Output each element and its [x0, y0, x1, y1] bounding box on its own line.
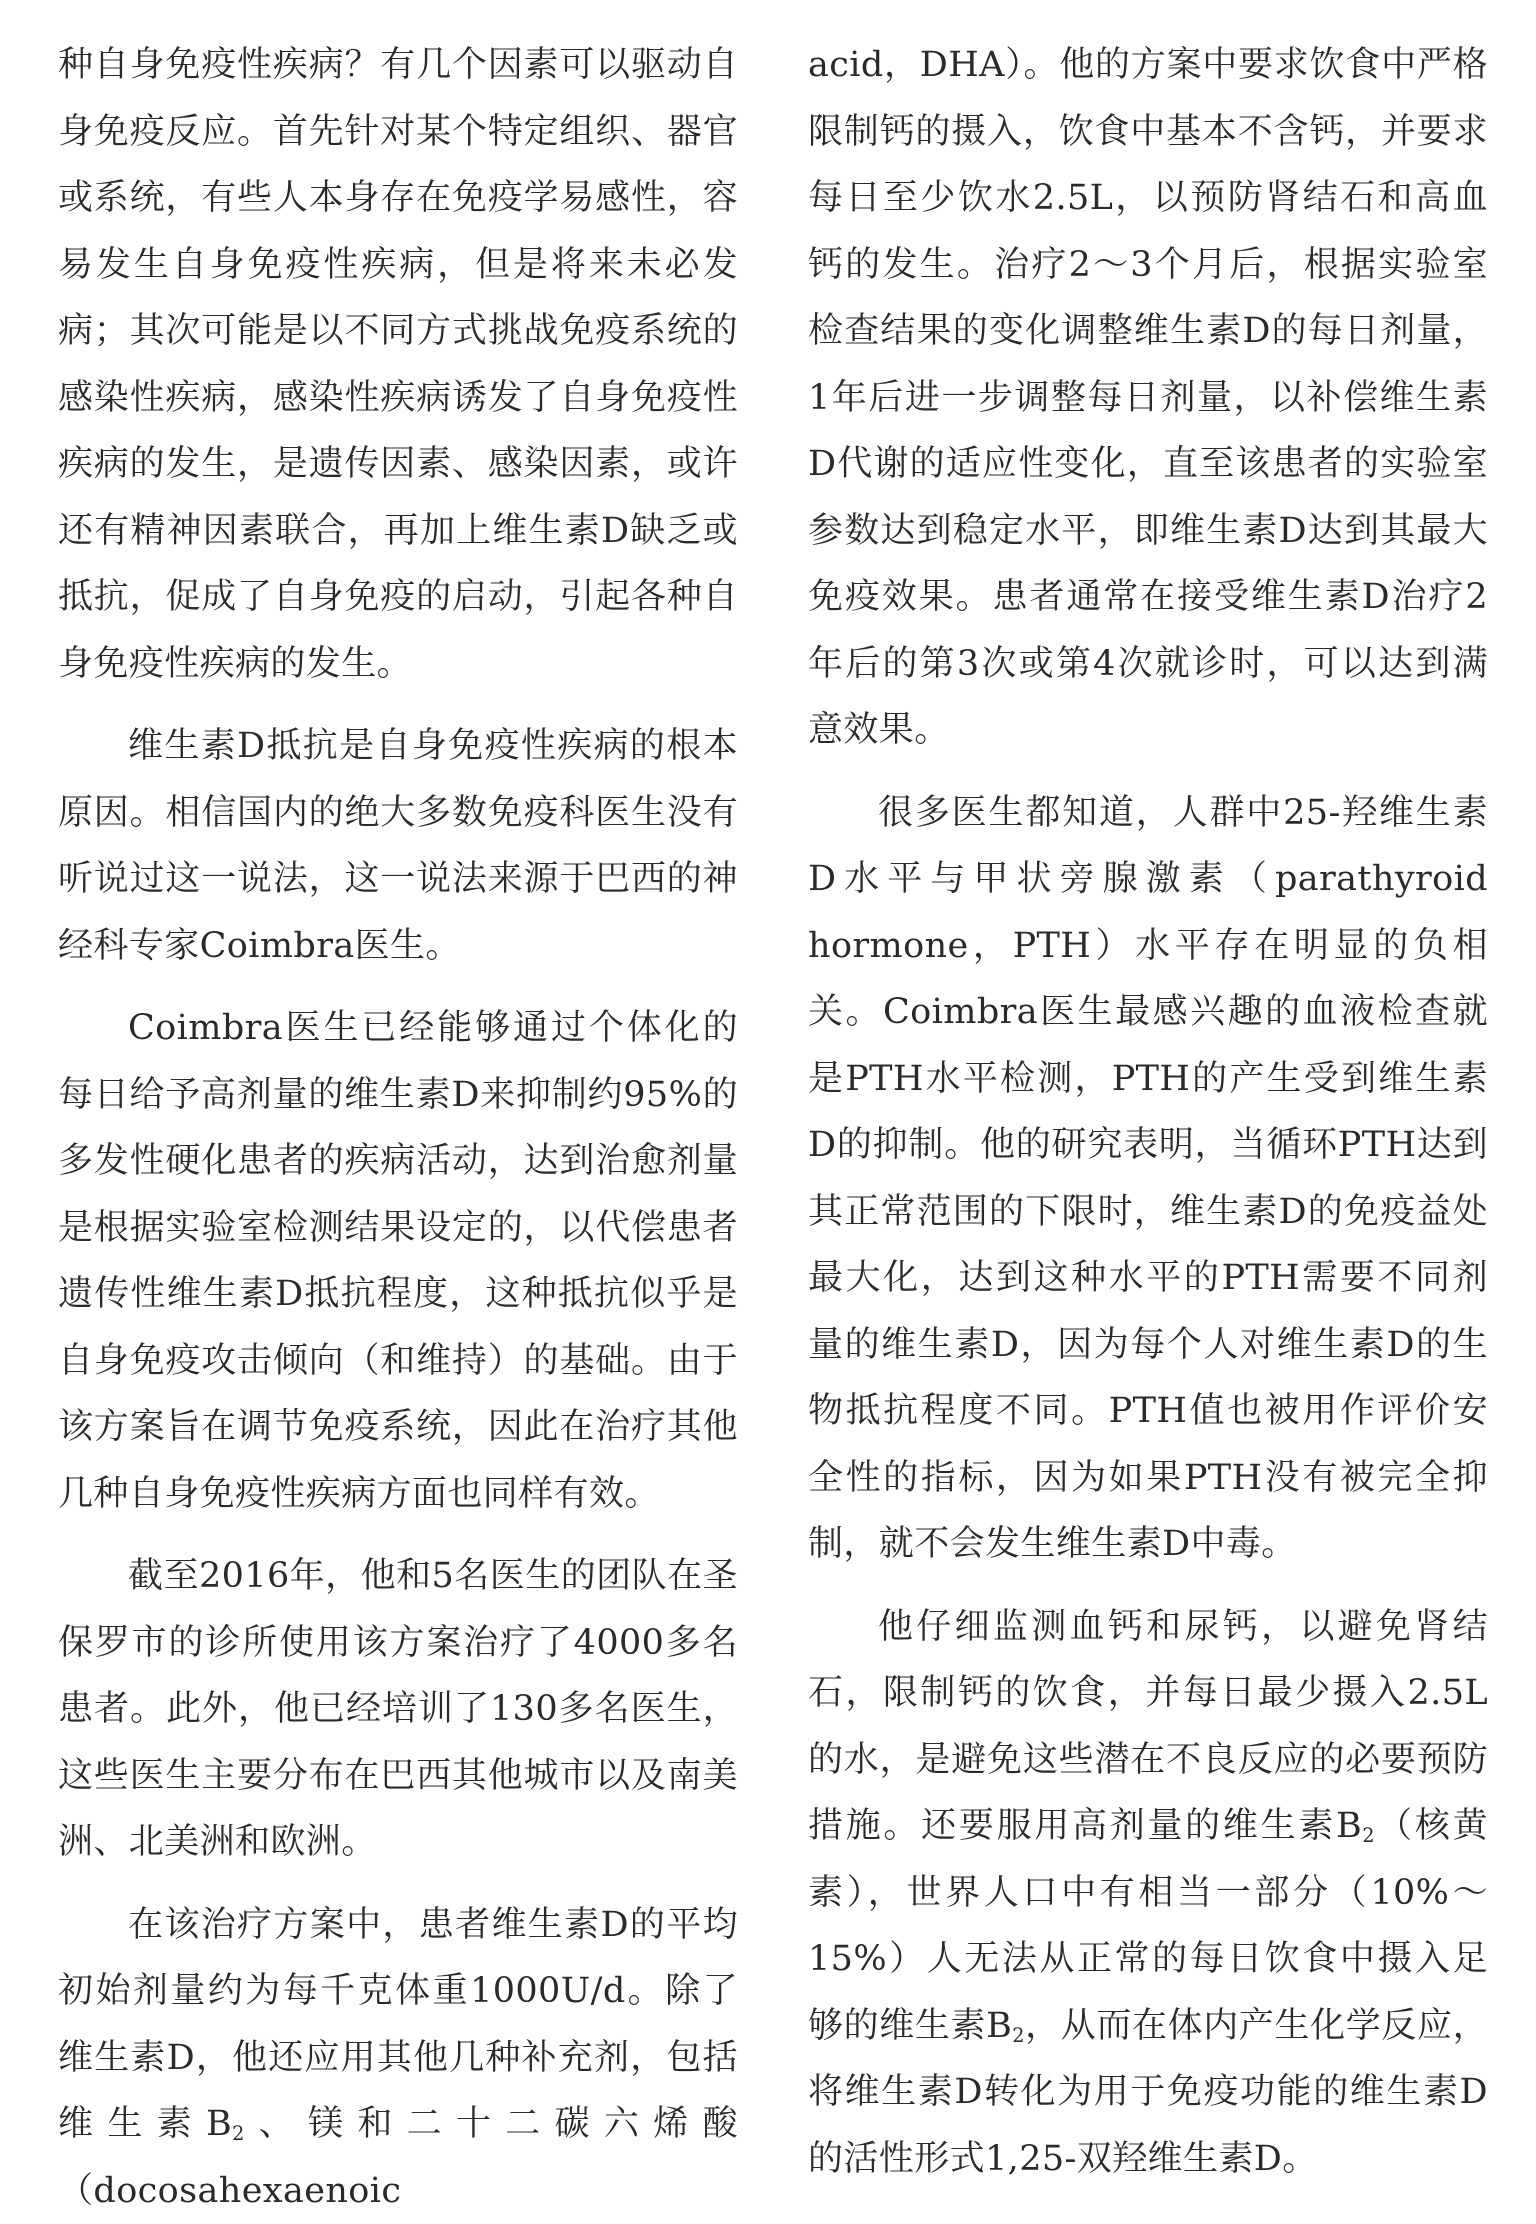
- dosage-text-part-2: 、镁和二十二碳六烯酸（docosahexaenoic: [58, 2104, 738, 2211]
- paragraph-clinic-statistics: 截至2016年，他和5名医生的团队在圣保罗市的诊所使用该方案治疗了4000多名患者。此外，他已经培训了130多名医生，这些医生主要分布在巴西其他城市以及南美洲、北美洲和欧洲。: [58, 1543, 738, 1876]
- dosage-text-part-1: 在该治疗方案中，患者维生素D的平均初始剂量约为每千克体重1000U/d。除了维生素D，他还应用其他几种补充剂，包括维生素B: [58, 1905, 738, 2145]
- paragraph-autoimmune-factors: 种自身免疫性疾病？有几个因素可以驱动自身免疫反应。首先针对某个特定组织、器官或系统，有些人本身存在免疫学易感性，容易发生自身免疫性疾病，但是将来未必发病；其次可能是以不同方式挑战免疫系统的感染性疾病，感染性疾病诱发了自身免疫性疾病的发生，是遗传因素、感染因素，或许还有精神因素联合，再加上维生素D缺乏或抵抗，促成了自身免疫的启动，引起各种自身免疫性疾病的发生。: [58, 32, 738, 697]
- paragraph-vitamin-d-resistance: 维生素D抵抗是自身免疫性疾病的根本原因。相信国内的绝大多数免疫科医生没有听说过这一说法，这一说法来源于巴西的神经科专家Coimbra医生。: [58, 713, 738, 979]
- paragraph-coimbra-protocol: Coimbra医生已经能够通过个体化的每日给予高剂量的维生素D来抑制约95%的多发性硬化患者的疾病活动，达到治愈剂量是根据实验室检测结果设定的，以代偿患者遗传性维生素D抵抗程度，这种抵抗似乎是自身免疫攻击倾向（和维持）的基础。由于该方案旨在调节免疫系统，因此在治疗其他几种自身免疫性疾病方面也同样有效。: [58, 995, 738, 1527]
- paragraph-monitoring-riboflavin: [808, 1594, 1488, 2193]
- paragraph-initial-dosage: [58, 1892, 738, 2224]
- subscript-2: 2: [1362, 1824, 1375, 1847]
- paragraph-diet-and-adjustment: acid，DHA）。他的方案中要求饮食中严格限制钙的摄入，饮食中基本不含钙，并要求每日至少饮水2.5L，以预防肾结石和高血钙的发生。治疗2～3个月后，根据实验室检查结果的变化调整维生素D的每日剂量，1年后进一步调整每日剂量，以补偿维生素D代谢的适应性变化，直至该患者的实验室参数达到稳定水平，即维生素D达到其最大免疫效果。患者通常在接受维生素D治疗2年后的第3次或第4次就诊时，可以达到满意效果。: [808, 32, 1488, 764]
- subscript-2: 2: [1012, 2023, 1025, 2046]
- subscript-2: 2: [232, 2122, 245, 2145]
- right-column: [808, 0, 1488, 2192]
- monitoring-text-part-2: （核黄素），世界人口中有相当一部分（10%～15%）人无法从正常的每日饮食中摄入足够的维生素B: [808, 1806, 1488, 2046]
- left-column: [58, 0, 738, 2224]
- monitoring-text-part-1: 他仔细监测血钙和尿钙，以避免肾结石，限制钙的饮食，并每日最少摄入2.5L的水，是避免这些潜在不良反应的必要预防措施。还要服用高剂量的维生素B: [808, 1607, 1488, 1847]
- paragraph-pth-correlation: 很多医生都知道，人群中25-羟维生素D水平与甲状旁腺激素（parathyroid hormone，PTH）水平存在明显的负相关。Coimbra医生最感兴趣的血液检查就是PTH水平检测，PTH的产生受到维生素D的抑制。他的研究表明，当循环PTH达到其正常范围的下限时，维生素D的免疫益处最大化，达到这种水平的PTH需要不同剂量的维生素D，因为每个人对维生素D的生物抵抗程度不同。PTH值也被用作评价安全性的指标，因为如果PTH没有被完全抑制，就不会发生维生素D中毒。: [808, 780, 1488, 1578]
- monitoring-text-part-3: ，从而在体内产生化学反应，将维生素D转化为用于免疫功能的维生素D的活性形式1,25-双羟维生素D。: [808, 2006, 1488, 2179]
